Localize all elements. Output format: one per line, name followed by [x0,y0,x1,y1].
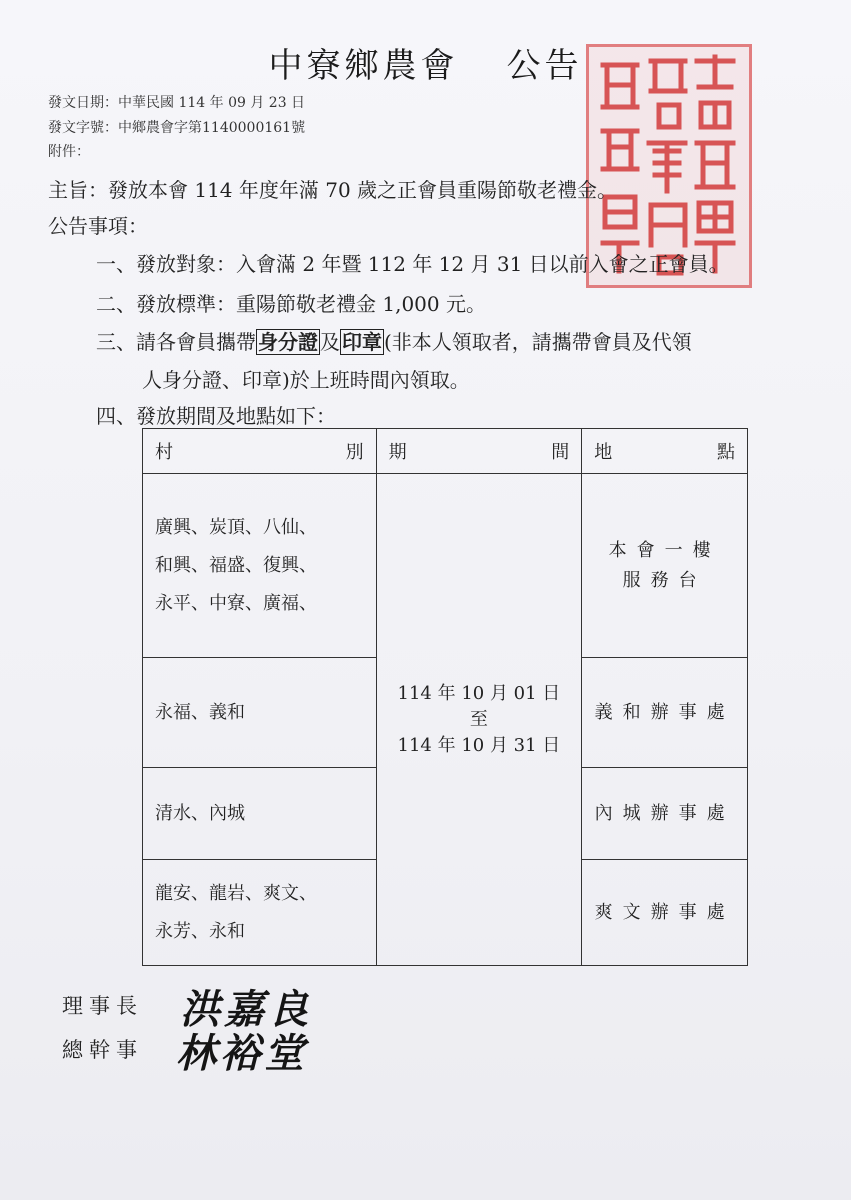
row1-villages: 廣興、炭頂、八仙、 和興、福盛、復興、 永平、中寮、廣福、 [143,474,377,658]
row3-place: 內城辦事處 [582,768,748,860]
document-number: 發文字號：中鄉農會字第1140000161號 [48,120,306,136]
table-row [143,474,748,658]
notice-subject: 主旨：發放本會 114 年度年滿 70 歲之正會員重陽節敬老禮金。 [48,178,618,202]
announcement-items-heading: 公告事項： [48,214,148,238]
header-village: 村 別 [143,429,377,474]
distribution-schedule-table [142,428,748,966]
attachment-label: 附件： [48,144,90,160]
header-period: 期 間 [376,429,582,474]
row4-villages: 龍安、龍岩、爽文、 永芳、永和 [143,860,377,966]
chairman-title: 理事長 [62,994,143,1018]
item-schedule-intro: 四、發放期間及地點如下： [96,404,336,428]
row2-villages: 永福、義和 [143,658,377,768]
row3-villages: 清水、內城 [143,768,377,860]
notice-title [0,38,851,87]
general-manager-title: 總幹事 [62,1038,143,1062]
row4-place: 爽文辦事處 [582,860,748,966]
seal-highlight: 印章 [342,330,382,354]
header-place: 地 點 [582,429,748,474]
item-eligibility: 一、發放對象：入會滿 2 年暨 112 年 12 月 31 日以前入會之正會員。 [96,252,729,276]
item-requirements: 三、請各會員攜帶 身分證 及 印章 (非本人領取者，請攜帶會員及代領 [96,330,692,354]
issue-date: 發文日期：中華民國 114 年 09 月 23 日 [48,95,306,111]
row2-place: 義和辦事處 [582,658,748,768]
item-amount: 二、發放標準：重陽節敬老禮金 1,000 元。 [96,292,486,316]
organization-name: 中寮鄉農會 [268,46,459,86]
table-header-row [143,429,748,474]
chairman-signature: 洪嘉良 [180,986,312,1033]
item-requirements-line2: 人身分證、印章)於上班時間內領取。 [142,368,470,392]
general-manager-signature: 林裕堂 [176,1030,308,1077]
distribution-period: 114 年 10 月 01 日 至 114 年 10 月 31 日 [376,474,582,966]
row1-place: 本會一樓 服務台 [582,474,748,658]
notice-kind: 公告 [506,46,583,86]
id-card-highlight: 身分證 [258,330,318,354]
